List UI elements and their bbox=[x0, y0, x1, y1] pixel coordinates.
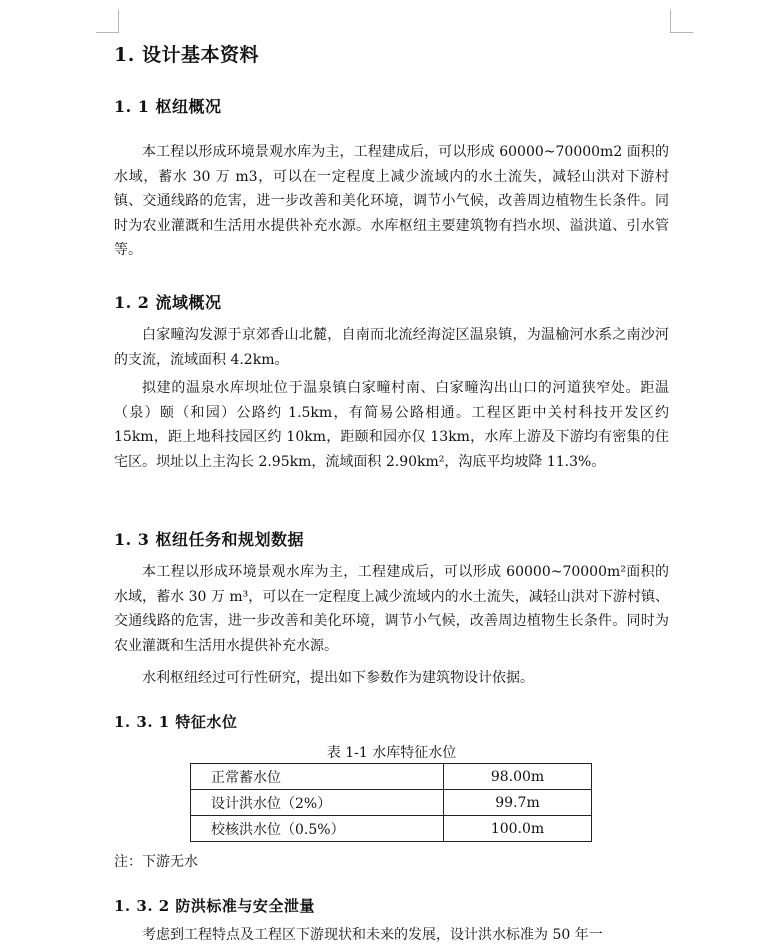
heading-hub-overview: 1. 1 枢纽概况 bbox=[114, 97, 222, 116]
table-row bbox=[191, 790, 592, 816]
water-level-table bbox=[190, 763, 592, 842]
table-cell-level-value: 98.00m bbox=[444, 764, 592, 790]
paragraph-hub-tasks: 本工程以形成环境景观水库为主，工程建成后，可以形成 60000~70000m²面积的水域，蓄水 30 万 m³，可以在一定程度上减少流域内的水土流失，减轻山洪对下游村镇、交通线路的危害，进一步改善和美化环境，调节小气候，改善周边植物生长条件。同时为农业灌溉和生活用水提供补充水源。 bbox=[114, 564, 669, 654]
paragraph-hub-overview: 本工程以形成环境景观水库为主，工程建成后，可以形成 60000~70000m2 面积的水域，蓄水 30 万 m3，可以在一定程度上减少流域内的水土流失，减轻山洪对下游村镇、交通线路的危害，进一步改善和美化环境，调节小气候，改善周边植物生长条件。同时为农业灌溉和生活用水提供补充水源。水库枢纽主要建筑物有挡水坝、溢洪道、引水管等。 bbox=[114, 144, 669, 258]
table-cell-level-value: 100.0m bbox=[444, 816, 592, 842]
paragraph-design-basis: 水利枢纽经过可行性研究，提出如下参数作为建筑物设计依据。 bbox=[142, 670, 534, 686]
paragraph-basin-source: 白家疃沟发源于京郊香山北麓，自南而北流经海淀区温泉镇，为温榆河水系之南沙河的支流，流域面积 4.2km。 bbox=[114, 327, 669, 368]
table-cell-level-name: 设计洪水位（2%） bbox=[191, 790, 444, 816]
table-cell-level-name: 正常蓄水位 bbox=[191, 764, 444, 790]
paragraph-flood-standard: 考虑到工程特点及工程区下游现状和未来的发展，设计洪水标准为 50 年一 bbox=[142, 927, 603, 943]
table-row bbox=[191, 816, 592, 842]
heading-design-basics: 1. 设计基本资料 bbox=[114, 44, 259, 66]
table-cell-level-name: 校核洪水位（0.5%） bbox=[191, 816, 444, 842]
page-corner-mark-top-left bbox=[96, 10, 119, 33]
heading-flood-standard: 1. 3. 2 防洪标准与安全泄量 bbox=[114, 897, 315, 915]
paragraph-dam-site: 拟建的温泉水库坝址位于温泉镇白家疃村南、白家疃沟出山口的河道狭窄处。距温（泉）颐（和园）公路约 1.5km，有简易公路相通。工程区距中关村科技开发区约 15km，距上地科技园区约 10km，距颐和园亦仅 13km，水库上游及下游均有密集的住宅区。坝址以上主沟长 2.95km，流域面积 2.90km²，沟底平均坡降 11.3%。 bbox=[114, 380, 669, 470]
heading-basin-overview: 1. 2 流域概况 bbox=[114, 293, 222, 312]
table-note: 注：下游无水 bbox=[114, 854, 198, 870]
heading-hub-tasks: 1. 3 枢纽任务和规划数据 bbox=[114, 530, 304, 549]
heading-characteristic-water-levels: 1. 3. 1 特征水位 bbox=[114, 713, 238, 731]
table-cell-level-value: 99.7m bbox=[444, 790, 592, 816]
table-caption: 表 1-1 水库特征水位 bbox=[326, 745, 457, 761]
page-corner-mark-top-right bbox=[670, 10, 693, 33]
table-row bbox=[191, 764, 592, 790]
